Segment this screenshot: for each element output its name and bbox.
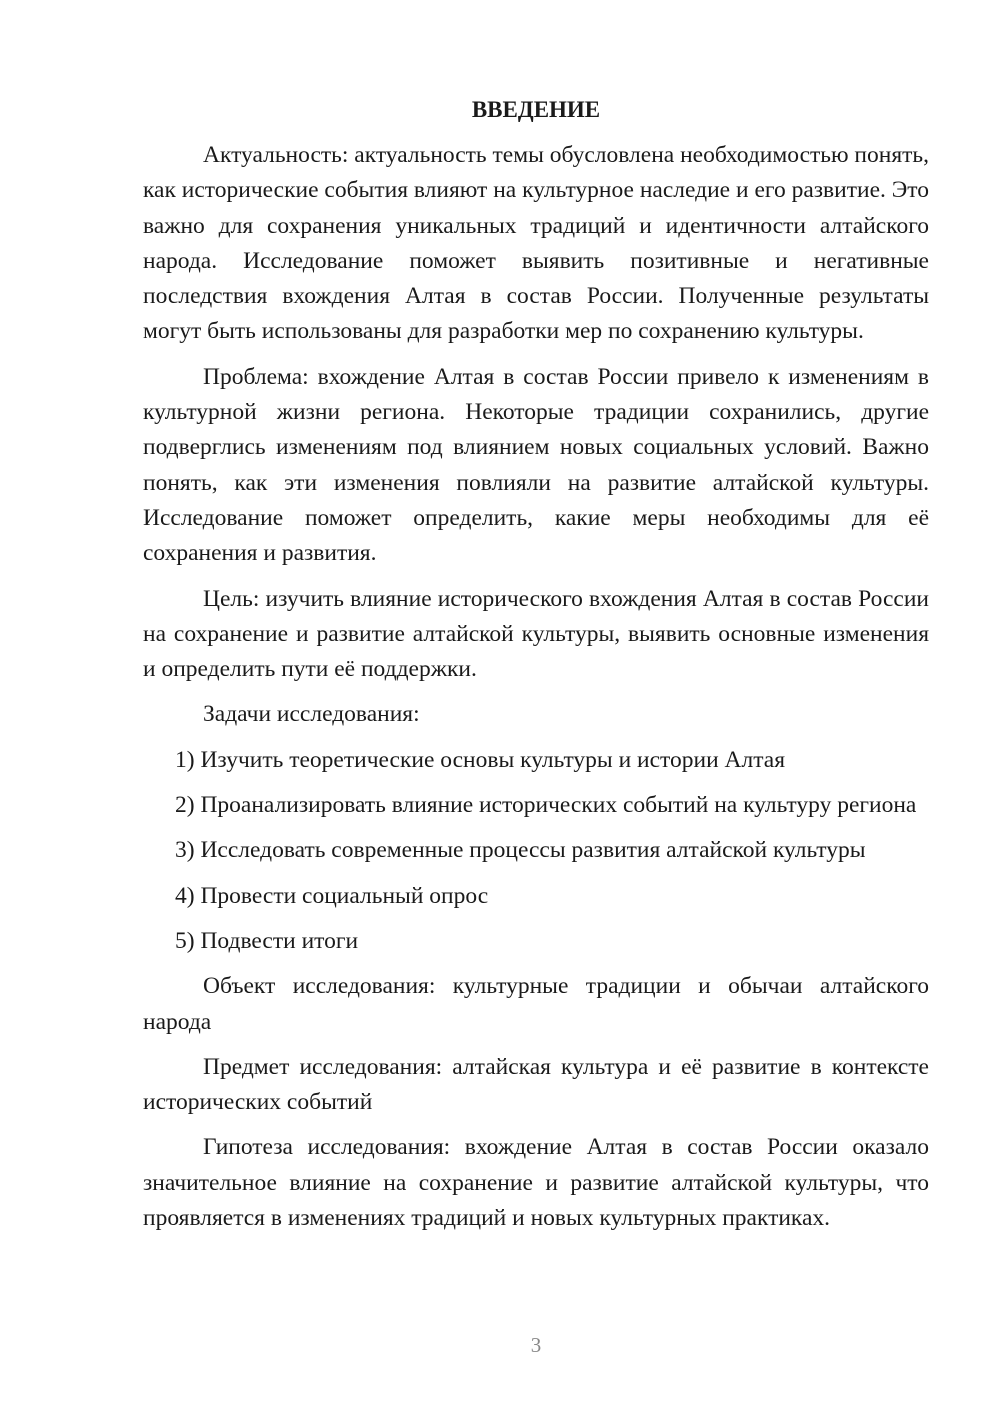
list-item: 4) Провести социальный опрос xyxy=(175,882,489,909)
relevance-paragraph: Актуальность: актуальность темы обусловлена необходимостью понять, как исторические события влияют на культурное наследие и его развитие. Это важно для сохранения уникальных традиций и идентичности алтайского народа. Исследование поможет выявить позитивные и негативные последствия вхождения Алтая в состав России. Полученные результаты могут быть использованы для разработки мер по сохранению культуры. xyxy=(143,142,929,345)
page-content xyxy=(143,92,929,1246)
goal-paragraph: Цель: изучить влияние исторического вхождения Алтая в состав России на сохранение и развитие алтайской культуры, выявить основные изменения и определить пути её поддержки. xyxy=(143,585,929,683)
problem-paragraph: Проблема: вхождение Алтая в состав России привело к изменениям в культурной жизни региона. Некоторые традиции сохранились, другие подверглись изменениям под влиянием новых социальных условий. Важно понять, как эти изменения повлияли на развитие алтайской культуры. Исследование поможет определить, какие меры необходимы для её сохранения и развития. xyxy=(143,363,929,567)
object-paragraph: Объект исследования: культурные традиции и обычаи алтайского народа xyxy=(143,973,929,1035)
page-number: 3 xyxy=(530,1333,542,1357)
tasks-heading: Задачи исследования: xyxy=(203,701,420,728)
list-item: 5) Подвести итоги xyxy=(175,927,359,954)
tasks-list xyxy=(143,743,929,959)
list-item: 2) Проанализировать влияние исторических событий на культуру региона xyxy=(175,792,917,819)
page-title: ВВЕДЕНИЕ xyxy=(471,97,601,122)
subject-paragraph: Предмет исследования: алтайская культура и её развитие в контексте исторических событий xyxy=(143,1053,929,1116)
list-item: 1) Изучить теоретические основы культуры и истории Алтая xyxy=(175,746,786,773)
list-item: 3) Исследовать современные процессы развития алтайской культуры xyxy=(175,837,866,864)
hypothesis-paragraph: Гипотеза исследования: вхождение Алтая в состав России оказало значительное влияние на сохранение и развитие алтайской культуры, что проявляется в изменениях традиций и новых культурных практиках. xyxy=(143,1134,929,1232)
